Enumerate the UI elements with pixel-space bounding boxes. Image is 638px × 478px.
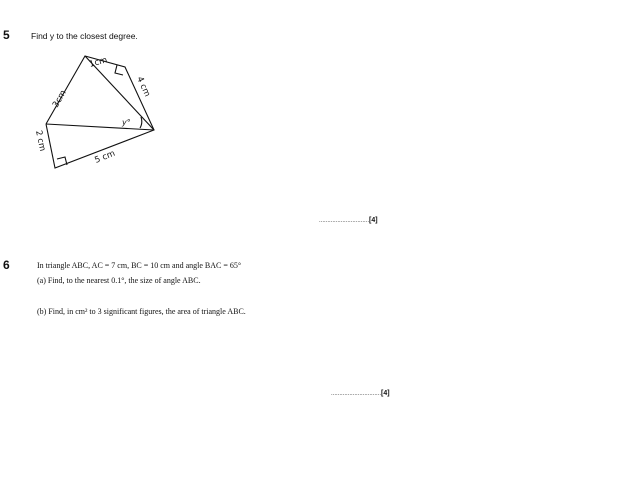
- diagonal-lower: [46, 124, 154, 130]
- question-5-text: Find y to the closest degree.: [31, 31, 138, 41]
- question-6-number: 6: [3, 258, 10, 272]
- label-left-3cm: 3cm: [50, 88, 69, 110]
- label-left-2cm: 2 cm: [33, 129, 48, 153]
- question-6-part-a: (a) Find, to the nearest 0.1°, the size of angle ABC.: [37, 276, 201, 285]
- label-top-1cm: 1cm: [88, 55, 109, 70]
- question-5-number: 5: [3, 28, 10, 42]
- label-angle-y: y°: [122, 118, 131, 127]
- question-6-part-b: (b) Find, in cm² to 3 significant figures, the area of triangle ABC.: [37, 307, 246, 316]
- question-6-marks: [4]: [381, 390, 390, 397]
- angle-y-arc: [140, 117, 142, 128]
- question-5-answer-line: ..............................[4]: [319, 217, 378, 224]
- question-6-answer-line: ..............................[4]: [331, 390, 390, 397]
- question-6-intro: In triangle ABC, AC = 7 cm, BC = 10 cm and angle BAC = 65°: [37, 261, 242, 270]
- label-right-4cm: 4 cm: [134, 75, 152, 99]
- label-bottom-5cm: 5 cm: [93, 148, 117, 166]
- question-5-marks: [4]: [369, 217, 378, 224]
